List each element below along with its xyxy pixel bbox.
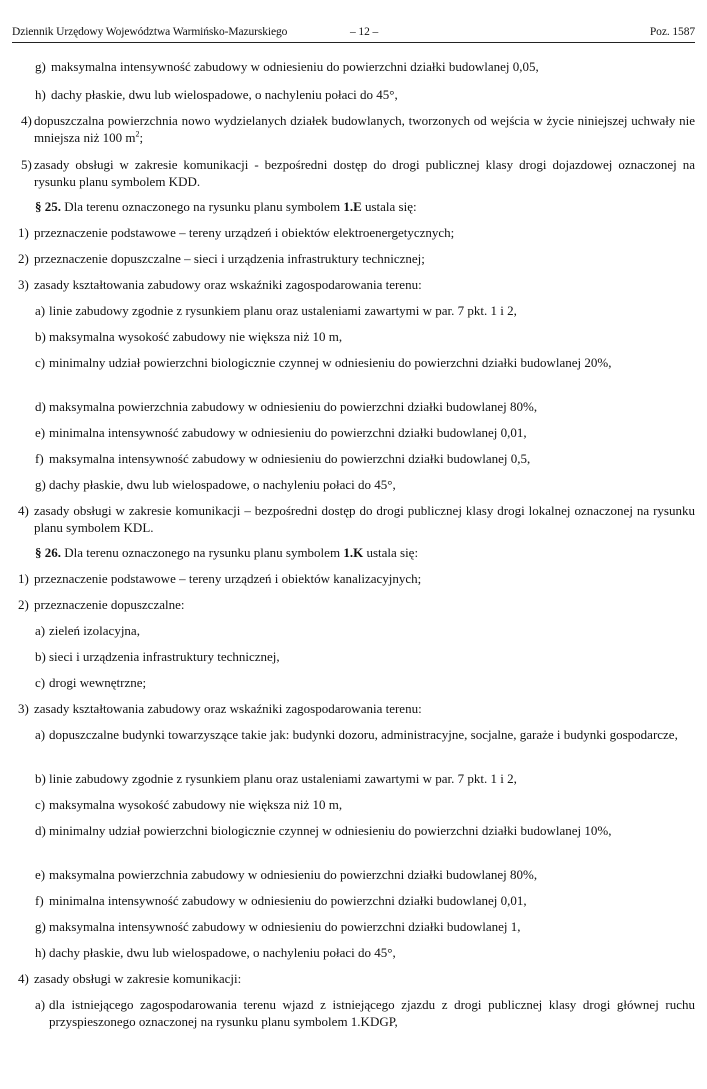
list-item: 2) przeznaczenie dopuszczalne – sieci i urządzenia infrastruktury technicznej; <box>18 251 425 266</box>
list-item: 3) zasady kształtowania zabudowy oraz wskaźniki zagospodarowania terenu: <box>18 277 422 292</box>
list-item: 1) przeznaczenie podstawowe – tereny urządzeń i obiektów kanalizacyjnych; <box>18 571 422 586</box>
list-item: f) minimalna intensywność zabudowy w odniesieniu do powierzchni działki budowlanej 0,01, <box>35 893 527 908</box>
journal-title: Dziennik Urzędowy Województwa Warmińsko-Mazurskiego <box>12 26 288 38</box>
list-item: 4) zasady obsługi w zakresie komunikacji: <box>18 971 242 986</box>
list-item: 3) zasady kształtowania zabudowy oraz wskaźniki zagospodarowania terenu: <box>18 701 422 716</box>
list-item: b) maksymalna wysokość zabudowy nie większa niż 10 m, <box>35 329 343 344</box>
list-item: 2) przeznaczenie dopuszczalne: <box>18 597 185 612</box>
list-item: c) drogi wewnętrzne; <box>35 675 147 690</box>
list-item: b) linie zabudowy zgodnie z rysunkiem planu oraz ustaleniami zawartymi w par. 7 pkt. 1 i 2, <box>35 771 517 786</box>
list-item: a) dopuszczalne budynki towarzyszące takie jak: budynki dozoru, administracyjne, socjalne, garaże i budynki gospodarcze, <box>35 727 678 742</box>
position-number: Poz. 1587 <box>649 26 695 38</box>
list-item: e) minimalna intensywność zabudowy w odniesieniu do powierzchni działki budowlanej 0,01, <box>35 425 527 440</box>
list-item: g) maksymalna intensywność zabudowy w odniesieniu do powierzchni działki budowlanej 0,05, <box>35 59 539 74</box>
list-item: c) maksymalna wysokość zabudowy nie większa niż 10 m, <box>35 797 343 812</box>
list-item: g) dachy płaskie, dwu lub wielospadowe, o nachyleniu połaci do 45°, <box>35 477 396 492</box>
list-item: h) dachy płaskie, dwu lub wielospadowe, o nachyleniu połaci do 45°, <box>35 945 396 960</box>
list-item: h) dachy płaskie, dwu lub wielospadowe, o nachyleniu połaci do 45°, <box>35 87 398 102</box>
list-item: 1) przeznaczenie podstawowe – tereny urządzeń i obiektów elektroenergetycznych; <box>18 225 455 240</box>
list-item: f) maksymalna intensywność zabudowy w odniesieniu do powierzchni działki budowlanej 0,5, <box>35 451 531 466</box>
section-heading: § 25. Dla terenu oznaczonego na rysunku planu symbolem 1.E ustala się: <box>35 199 417 214</box>
list-item: a) linie zabudowy zgodnie z rysunkiem planu oraz ustaleniami zawartymi w par. 7 pkt. 1 i 2, <box>35 303 517 318</box>
page-header <box>12 24 695 43</box>
list-item: a) zieleń izolacyjna, <box>35 623 140 638</box>
list-item: a) dla istniejącego zagospodarowania terenu wjazd z istniejącego zjazdu z drogi publicznej klasy drogi głównej ruchu przyspieszonego oznaczonej na rysunku planu symbolem 1.KDGP, <box>35 997 695 1029</box>
list-item: b) sieci i urządzenia infrastruktury technicznej, <box>35 649 280 664</box>
list-item: g) maksymalna intensywność zabudowy w odniesieniu do powierzchni działki budowlanej 1, <box>35 919 521 934</box>
list-item: e) maksymalna powierzchnia zabudowy w odniesieniu do powierzchni działki budowlanej 80%, <box>35 867 538 882</box>
section-heading: § 26. Dla terenu oznaczonego na rysunku planu symbolem 1.K ustala się: <box>35 545 419 560</box>
list-item: c) minimalny udział powierzchni biologicznie czynnej w odniesieniu do powierzchni działki budowlanej 20%, <box>35 355 612 370</box>
list-item: 5) zasady obsługi w zakresie komunikacji - bezpośredni dostęp do drogi publicznej klasy drogi dojazdowej oznaczonej na rysunku planu symbolem KDD. <box>21 157 695 189</box>
page-number: – 12 – <box>350 26 379 38</box>
list-item: d) minimalny udział powierzchni biologicznie czynnej w odniesieniu do powierzchni działki budowlanej 10%, <box>35 823 612 838</box>
list-item: d) maksymalna powierzchnia zabudowy w odniesieniu do powierzchni działki budowlanej 80%, <box>35 399 538 414</box>
list-item: 4) dopuszczalna powierzchnia nowo wydzielanych działek budowlanych, tworzonych od wejścia w życie niniejszej uchwały nie mniejsza niż 100 $m^2$; <box>21 113 695 145</box>
list-item: 4) zasady obsługi w zakresie komunikacji – bezpośredni dostęp do drogi publicznej klasy drogi lokalnej oznaczonej na rysunku planu symbolem KDL. <box>18 503 695 535</box>
